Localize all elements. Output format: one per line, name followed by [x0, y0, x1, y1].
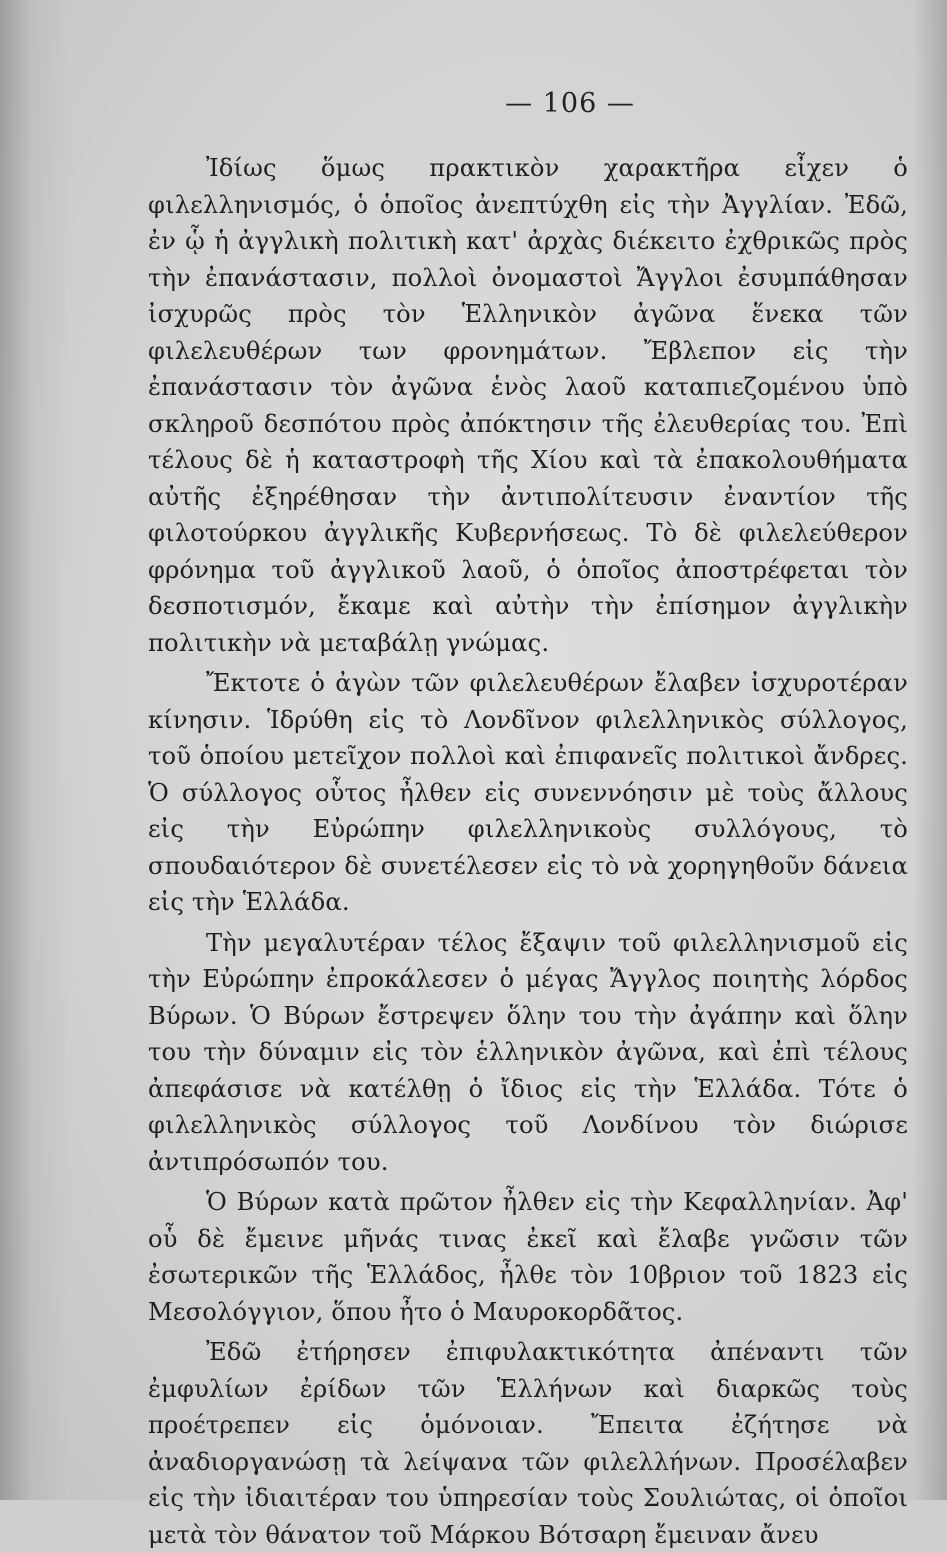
paragraph-3: Τὴν μεγαλυτέραν τέλος ἔξαψιν τοῦ φιλελληνισμοῦ εἰς τὴν Εὐρώπην ἐπροκάλεσεν ὁ μέγας Ἄγγλος ποιητὴς λόρδος Βύρων. Ὁ Βύρων ἔστρεψεν ὅλην του τὴν ἀγάπην καὶ ὅλην του τὴν δύναμιν εἰς τὸν ἑλληνικὸν ἀγῶνα, καὶ ἐπὶ τέλους ἀπεφάσισε νὰ κατέλθῃ ὁ ἴδιος εἰς τὴν Ἑλλάδα. Τότε ὁ φιλελληνικὸς σύλλογος τοῦ Λονδίνου τὸν διώρισε ἀντιπρόσωπόν του. [148, 928, 908, 1176]
body-text [148, 150, 908, 1553]
page-number: — 106 — [505, 88, 635, 119]
paragraph-4: Ὁ Βύρων κατὰ πρῶτον ἦλθεν εἰς τὴν Κεφαλληνίαν. Ἀφ' οὗ δὲ ἔμεινε μῆνάς τινας ἐκεῖ καὶ ἔλαβε γνῶσιν τῶν ἐσωτερικῶν τῆς Ἑλλάδος, ἦλθε τὸν 10βριον τοῦ 1823 εἰς Μεσολόγγιον, ὅπου ἦτο ὁ Μαυροκορδᾶτος. [148, 1188, 908, 1326]
paragraph-1: Ἰδίως ὅμως πρακτικὸν χαρακτῆρα εἶχεν ὁ φιλελληνισμός, ὁ ὁποῖος ἀνεπτύχθη εἰς τὴν Ἀγγλίαν. Ἐδῶ, ἐν ᾧ ἡ ἀγγλικὴ πολιτικὴ κατ' ἀρχὰς διέκειτο ἐχθρικῶς πρὸς τὴν ἐπανάστασιν, πολλοὶ ὀνομαστοὶ Ἄγγλοι ἐσυμπάθησαν ἰσχυρῶς πρὸς τὸν Ἑλληνικὸν ἀγῶνα ἕνεκα τῶν φιλελευθέρων των φρονημάτων. Ἔβλεπον εἰς τὴν ἐπανάστασιν τὸν ἀγῶνα ἑνὸς λαοῦ καταπιεζομένου ὑπὸ σκληροῦ δεσπότου πρὸς ἀπόκτησιν τῆς ἐλευθερίας του. Ἐπὶ τέλους δὲ ἡ καταστροφὴ τῆς Χίου καὶ τὰ ἐπακολουθήματα αὐτῆς ἐξηρέθησαν τὴν ἀντιπολίτευσιν ἐναντίον τῆς φιλοτούρκου ἀγγλικῆς Κυβερνήσεως. Τὸ δὲ φιλελεύθερον φρόνημα τοῦ ἀγγλικοῦ λαοῦ, ὁ ὁποῖος ἀποστρέφεται τὸν δεσποτισμόν, ἔκαμε καὶ αὐτὴν τὴν ἐπίσημον ἀγγλικὴν πολιτικὴν νὰ μεταβάλῃ γνώμας. [148, 154, 908, 657]
paragraph-2: Ἔκτοτε ὁ ἀγὼν τῶν φιλελευθέρων ἔλαβεν ἰσχυροτέραν κίνησιν. Ἱδρύθη εἰς τὸ Λονδῖνον φιλελληνικὸς σύλλογος, τοῦ ὁποίου μετεῖχον πολλοὶ καὶ ἐπιφανεῖς πολιτικοὶ ἄνδρες. Ὁ σύλλογος οὗτος ἦλθεν εἰς συνεννόησιν μὲ τοὺς ἄλλους εἰς τὴν Εὐρώπην φιλελληνικοὺς συλλόγους, τὸ σπουδαιότερον δὲ συνετέλεσεν εἰς τὸ νὰ χορηγηθοῦν δάνεια εἰς τὴν Ἑλλάδα. [148, 669, 908, 916]
spine-shadow [0, 0, 70, 1500]
paragraph-5: Ἐδῶ ἐτήρησεν ἐπιφυλακτικότητα ἀπέναντι τῶν ἐμφυλίων ἐρίδων τῶν Ἑλλήνων καὶ διαρκῶς τοὺς προέτρεπεν εἰς ὁμόνοιαν. Ἔπειτα ἐζήτησε νὰ ἀναδιοργανώσῃ τὰ λείψανα τῶν φιλελλήνων. Προσέλαβεν εἰς τὴν ἰδιαιτέραν του ὑπηρεσίαν τοὺς Σουλιώτας, οἱ ὁποῖοι μετὰ τὸν θάνατον τοῦ Μάρκου Βότσαρη ἔμειναν ἄνευ [148, 1338, 908, 1549]
page-edge-shadow [913, 0, 947, 1500]
